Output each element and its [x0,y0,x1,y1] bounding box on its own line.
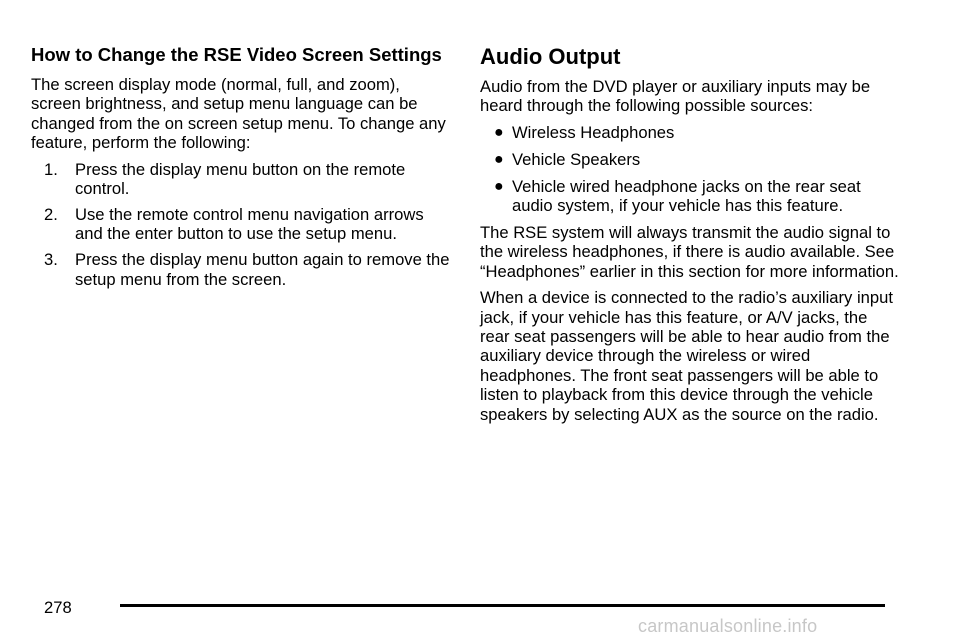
bullet-icon: ● [494,150,504,168]
list-item-text: Wireless Headphones [512,122,675,142]
list-item [480,123,900,142]
bullet-icon: ● [494,123,504,141]
list-item-text: Vehicle Speakers [512,149,641,169]
list-item-text: Vehicle wired headphone jacks on the rear seat audio system, if your vehicle has this feature. [512,176,861,216]
audio-sources-list [480,123,900,216]
aux-input-paragraph: When a device is connected to the radio’s auxiliary input jack, if your vehicle has this feature, or A/V jacks, the rear seat passengers will be able to hear audio from the auxiliary device through the wireless or wired headphones. The front seat passengers will be able to listen to playback from this device through the vehicle speakers by selecting AUX as the source on the radio. [480,288,893,424]
step-item [31,205,451,244]
step-text: Press the display menu button on the remote control. [75,159,406,199]
step-text: Press the display menu button again to remove the setup menu from the screen. [75,250,450,289]
rse-settings-intro: The screen display mode (normal, full, and zoom), screen brightness, and setup menu language can be changed from the on screen setup menu. To change any feature, perform the following: [31,75,446,153]
watermark-text: carmanualsonline.info [638,616,818,636]
page-number: 278 [44,598,72,617]
rse-transmit-paragraph: The RSE system will always transmit the audio signal to the wireless headphones, if there is audio available. See “Headphones” earlier in this section for more information. [480,222,899,281]
step-item [31,250,451,289]
rse-settings-steps [31,160,451,289]
right-column [480,44,900,431]
left-column [31,44,451,296]
section-heading-rse-video-settings: How to Change the RSE Video Screen Settings [31,44,442,65]
section-heading-audio-output: Audio Output [480,44,621,69]
audio-output-intro: Audio from the DVD player or auxiliary inputs may be heard through the following possible sources: [480,77,871,116]
step-number: 2. [44,204,58,224]
step-item [31,160,451,199]
list-item [480,177,900,216]
bullet-icon: ● [494,177,504,195]
step-number: 3. [44,250,58,270]
step-number: 1. [44,159,58,179]
footer-divider [120,604,885,607]
step-text: Use the remote control menu navigation arrows and the enter button to use the setup menu. [75,204,424,244]
list-item [480,150,900,169]
